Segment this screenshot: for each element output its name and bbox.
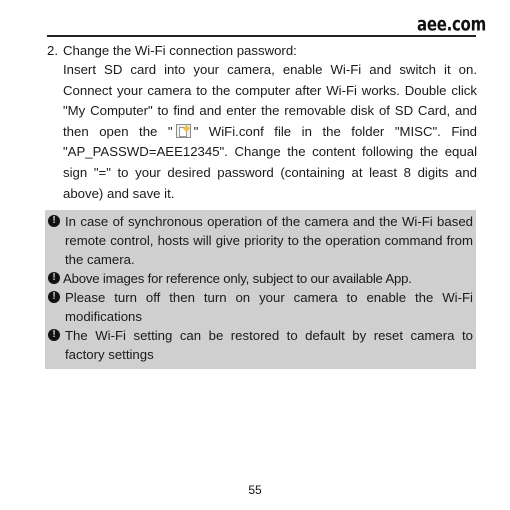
note-item bbox=[45, 269, 473, 288]
note-item bbox=[45, 288, 473, 326]
step-instructions bbox=[63, 60, 477, 204]
config-file-icon bbox=[176, 124, 191, 138]
exclamation-icon: ! bbox=[48, 272, 60, 284]
note-text: Above images for reference only, subject to our available App. bbox=[63, 271, 412, 286]
note-text: Please turn off then turn on your camera to enable the Wi-Fi modifications bbox=[65, 290, 473, 324]
page-number: 55 bbox=[248, 483, 262, 497]
instructions-text-part2: " WiFi.conf file in the folder "MISC". Find "AP_PASSWD=AEE12345". Change the content following the equal sign "=" to your desired password (containing at least 8 digits and above) and save it. bbox=[63, 123, 477, 201]
step-number: 2. bbox=[47, 43, 58, 58]
note-text: In case of synchronous operation of the camera and the Wi-Fi based remote control, hosts will give priority to the operation command from the camera. bbox=[65, 214, 473, 267]
header-rule bbox=[47, 35, 476, 37]
notes-box bbox=[45, 210, 476, 369]
step-title: Change the Wi-Fi connection password: bbox=[63, 43, 297, 58]
exclamation-icon: ! bbox=[48, 291, 60, 303]
exclamation-icon: ! bbox=[48, 215, 60, 227]
exclamation-icon: ! bbox=[48, 329, 60, 341]
step-section bbox=[47, 41, 477, 204]
brand-logo: aee.com bbox=[417, 13, 486, 36]
note-text: The Wi-Fi setting can be restored to default by reset camera to factory settings bbox=[65, 328, 473, 362]
step-heading bbox=[47, 41, 477, 60]
note-item bbox=[45, 326, 473, 364]
note-item bbox=[45, 212, 473, 269]
instructions-text-part1: Insert SD card into your camera, enable Wi-Fi and switch it on. Connect your camera to the computer after Wi-Fi works. Double click "My Computer" to find and enter the removable disk of SD Card, and then open the " bbox=[63, 62, 477, 139]
